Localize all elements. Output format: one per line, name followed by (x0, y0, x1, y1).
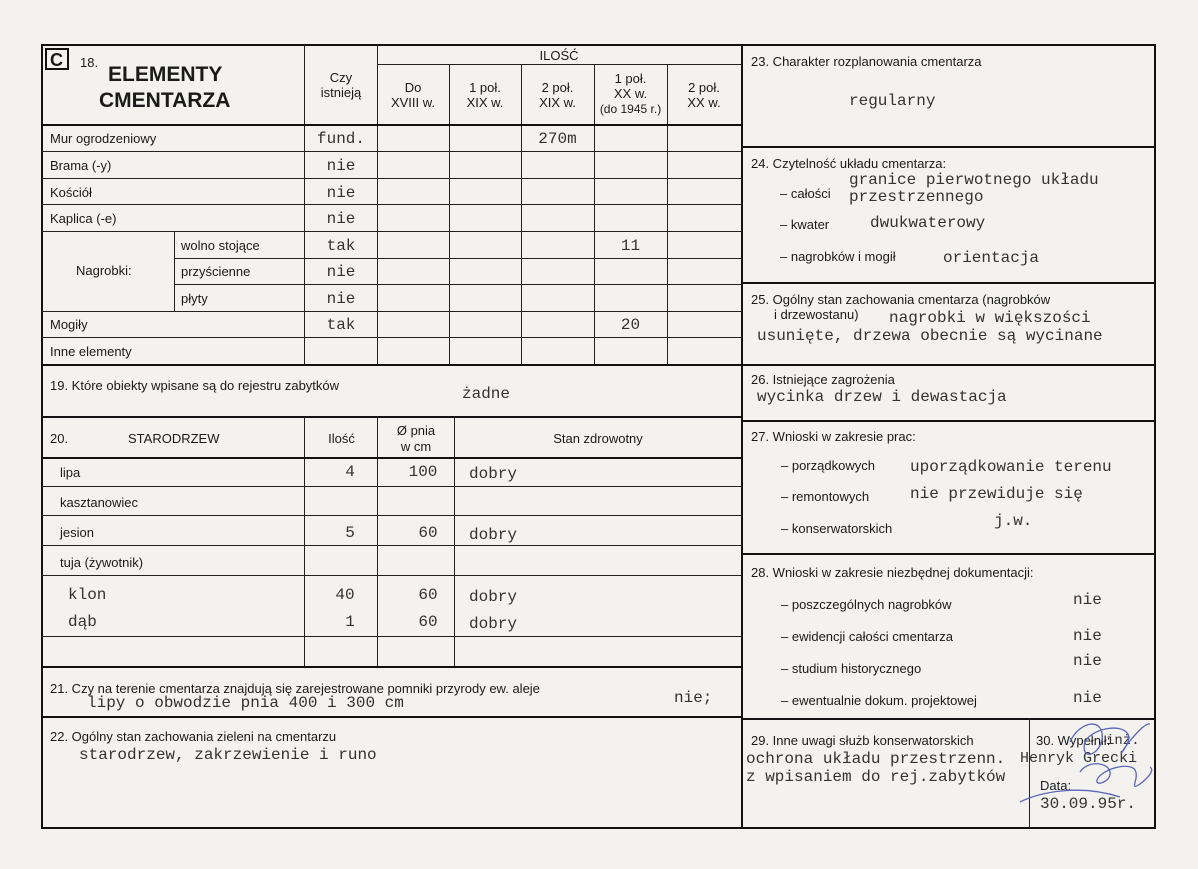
q20-col-ilosc: Ilość (328, 431, 355, 446)
section-letter-box (45, 48, 69, 70)
signature (1010, 712, 1160, 812)
q29-value-2: z wpisaniem do rej.zabytków (746, 768, 1006, 786)
q28-item-value: nie (1073, 591, 1102, 609)
row-label: Brama (-y) (50, 158, 112, 173)
col-do-line1: Do (404, 80, 422, 95)
q27-label: 27. Wnioski w zakresie prac: (751, 429, 916, 444)
q26-value: wycinka drzew i dewastacja (757, 388, 1007, 406)
tree-ilosc: 40 (335, 586, 355, 604)
q24-calosci-label: – całości (780, 186, 831, 201)
q29-label: 29. Inne uwagi służb konserwatorskich (751, 733, 974, 748)
tree-stan: dobry (469, 615, 518, 633)
tree-name: klon (68, 586, 107, 604)
col-czy-line2: istnieją (320, 85, 362, 100)
tree-ilosc: 5 (345, 524, 355, 542)
row-label: Inne elementy (50, 344, 132, 359)
q27-rem-label: – remontowych (781, 489, 870, 504)
col-2p20-line2: XX w. (687, 95, 721, 110)
tree-stan: dobry (469, 465, 518, 483)
q27-porz-value: uporządkowanie terenu (910, 458, 1112, 476)
tree-pnia: 60 (418, 613, 438, 631)
q28-item-label: – studium historycznego (781, 661, 922, 676)
section-title-line1: ELEMENTY (108, 63, 223, 86)
row-czy: tak (326, 316, 356, 334)
col-1p19-line2: XIX w. (466, 95, 504, 110)
outer-top-border (41, 44, 1156, 46)
q27-kons-label: – konserwatorskich (781, 521, 893, 536)
q30-date-label: Data: (1040, 778, 1072, 793)
q20-col-pnia-line2: w cm (400, 439, 432, 454)
row-czy: nie (326, 184, 356, 202)
q24-kwater-label: – kwater (780, 217, 830, 232)
q20-col-pnia-line1: Ø pnia (396, 423, 436, 438)
q25-value-1: nagrobki w większości (889, 309, 1091, 327)
section-letter: C (50, 50, 63, 70)
row-czy: nie (326, 157, 356, 175)
q21-answer: nie; (674, 689, 713, 707)
tree-pnia: 60 (418, 586, 438, 604)
q20-number: 20. (50, 431, 69, 446)
q28-item-value: nie (1073, 689, 1102, 707)
tree-name: jesion (60, 525, 94, 540)
q29-value-1: ochrona układu przestrzenn. (746, 750, 1006, 768)
tree-pnia: 60 (418, 524, 438, 542)
q30-date-value: 30.09.95r. (1040, 795, 1137, 813)
col-czy-line1: Czy (329, 70, 353, 85)
q28-item-label: – poszczególnych nagrobków (781, 597, 952, 612)
q24-nagrobkow-value: orientacja (943, 249, 1040, 267)
tree-name: dąb (68, 613, 97, 631)
q24-calosci-value-2: przestrzennego (849, 188, 984, 206)
row-czy: fund. (316, 130, 365, 148)
tree-pnia: 100 (408, 463, 438, 481)
q28-item-label: – ewentualnie dokum. projektowej (781, 693, 977, 708)
row-label: przyściennе (181, 264, 251, 279)
q28-item-value: nie (1073, 627, 1102, 645)
outer-left-border (41, 44, 43, 829)
section-title-line2: CMENTARZA (99, 89, 231, 112)
row-label: płyty (181, 291, 208, 306)
q26-label: 26. Istniejące zagrożenia (751, 372, 895, 387)
q22-value: starodrzew, zakrzewienie i runo (79, 746, 377, 764)
row-czy: nie (326, 290, 356, 308)
row-label: Kaplica (-e) (50, 211, 117, 226)
q20-col-stan: Stan zdrowotny (553, 431, 643, 446)
tree-name: tuja (żywotnik) (60, 555, 144, 570)
q24-label: 24. Czytelność układu cmentarza: (751, 156, 947, 171)
section-number: 18. (80, 55, 99, 70)
q28-label: 28. Wnioski w zakresie niezbędnej dokumentacji: (751, 565, 1034, 580)
q27-porz-label: – porządkowych (781, 458, 875, 473)
q28-item-value: nie (1073, 652, 1102, 670)
row-label: Mogiły (50, 317, 88, 332)
col-do-line2: XVIII w. (390, 95, 436, 110)
row-2p19: 270m (538, 130, 577, 148)
row-1p20: 20 (620, 316, 641, 334)
col-1p20-line1: 1 poł. (614, 71, 647, 86)
tree-ilosc: 4 (345, 463, 355, 481)
q25-value-2: usunięte, drzewa obecnie są wycinane (757, 327, 1103, 345)
q24-kwater-value: dwukwaterowy (870, 214, 986, 232)
col-1p20-line2: XX w. (613, 86, 648, 101)
col-ilosc: ILOŚĆ (539, 48, 579, 63)
outer-bottom-border (41, 827, 1156, 829)
q30-label: 30. Wypełnił: (1036, 733, 1111, 748)
row-label: Mur ogrodzeniowy (50, 131, 157, 146)
row-label: Kościół (50, 185, 92, 200)
tree-stan: dobry (469, 588, 518, 606)
tree-stan: dobry (469, 526, 518, 544)
q21-label: 21. Czy na terenie cmentarza znajdują się zarejestrowane pomniki przyrody ew. aleje (50, 681, 540, 696)
row-1p20: 11 (620, 237, 641, 255)
q27-kons-value: j.w. (994, 512, 1033, 530)
q19-label: 19. Które obiekty wpisane są do rejestru zabytków (50, 378, 340, 393)
col-1p19-line1: 1 poł. (469, 80, 501, 95)
q24-nagrobkow-label: – nagrobków i mogił (780, 249, 896, 264)
col-2p19-line1: 2 poł. (541, 80, 574, 95)
col-2p20-line1: 2 poł. (688, 80, 720, 95)
row-czy: nie (326, 210, 356, 228)
col-1p20-line3: (do 1945 r.) (599, 102, 662, 116)
q30-name: inż. (1106, 733, 1140, 749)
q23-label: 23. Charakter rozplanowania cmentarza (751, 54, 982, 69)
q30-name-2: Henryk Grecki (1020, 750, 1138, 767)
nagrobki-label: Nagrobki: (76, 263, 132, 278)
q22-label: 22. Ogólny stan zachowania zieleni na cmentarzu (50, 729, 337, 744)
tree-name: kasztanowiec (60, 495, 139, 510)
q25-label-1: 25. Ogólny stan zachowania cmentarza (nagrobków (751, 292, 1051, 307)
q25-label-2: i drzewostanu) (774, 307, 859, 322)
q24-calosci-value-1: granice pierwotnego układu (849, 171, 1099, 189)
tree-ilosc: 1 (345, 613, 355, 631)
q28-item-label: – ewidencji całości cmentarza (781, 629, 953, 644)
row-czy: nie (326, 263, 356, 281)
row-czy: tak (326, 237, 356, 255)
q21-value: lipy o obwodzie pnia 400 i 300 cm (87, 694, 404, 712)
q19-value: żadne (462, 385, 511, 403)
col-2p19-line2: XIX w. (539, 95, 576, 110)
center-divider (741, 44, 743, 829)
tree-name: lipa (60, 465, 81, 480)
q20-title: STARODRZEW (128, 431, 220, 446)
row-label: wolno stojące (181, 238, 260, 253)
q27-rem-value: nie przewiduje się (910, 485, 1083, 503)
q23-value: regularny (849, 92, 936, 110)
